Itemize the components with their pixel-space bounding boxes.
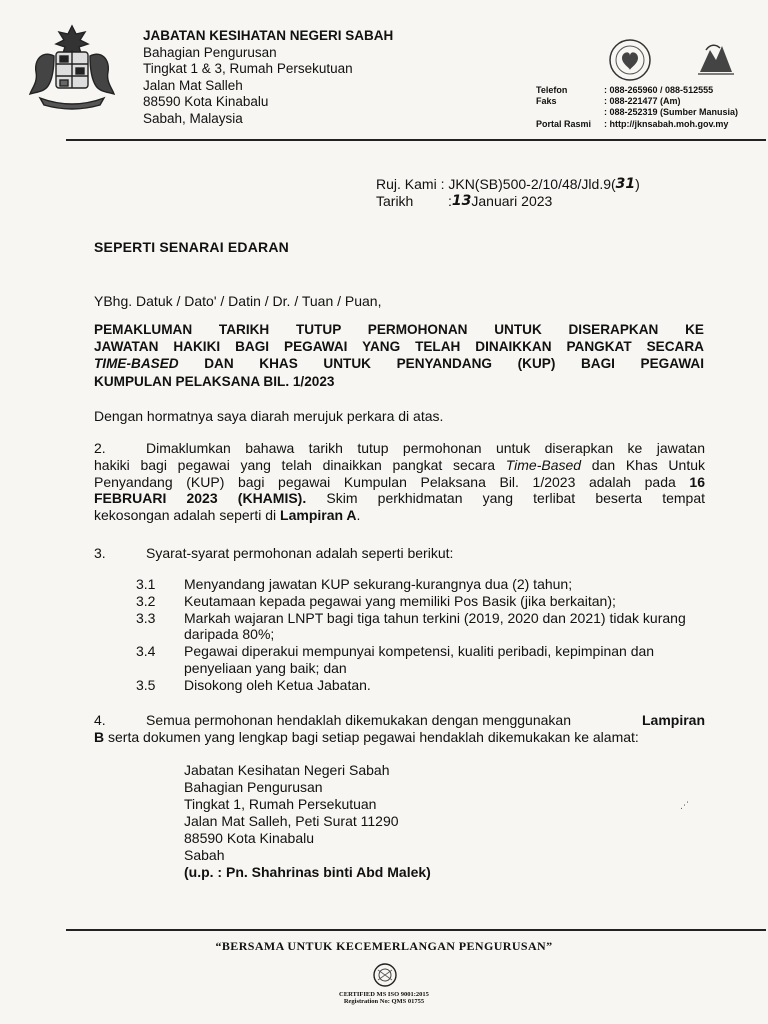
paragraph-line <box>94 440 705 457</box>
address-line: Bahagian Pengurusan <box>184 779 323 795</box>
footer-motto: “BERSAMA UNTUK KECEMERLANGAN PENGURUSAN” <box>215 939 553 953</box>
contact-label: Portal Rasmi <box>536 118 592 129</box>
scan-speck: ⋰ <box>680 800 689 810</box>
list-item <box>136 643 704 677</box>
paragraph-2 <box>94 440 705 524</box>
list-item <box>136 593 704 610</box>
agency-logos <box>602 38 752 84</box>
sabah-state-logo <box>698 45 734 74</box>
list-item <box>136 576 704 593</box>
letter-date <box>376 193 640 210</box>
text: Syarat-syarat permohonan adalah seperti berikut: <box>146 545 454 561</box>
letter-subject <box>94 321 704 390</box>
reference-block <box>376 176 640 210</box>
bold-text: FEBRUARI 2023 (KHAMIS). <box>94 490 307 507</box>
contact-row-telefon <box>536 85 738 96</box>
address-line: Sabah, Malaysia <box>143 110 243 126</box>
paragraph-line <box>94 507 705 524</box>
paragraph-line <box>94 712 705 729</box>
item-number: 3.4 <box>136 643 156 660</box>
address-line: Bahagian Pengurusan <box>143 44 277 60</box>
text: serta dokumen yang lengkap bagi setiap pegawai hendaklah dikemukakan ke alamat: <box>104 728 639 745</box>
cert-line: CERTIFIED MS ISO 9001:2015 <box>339 991 429 998</box>
handwritten-number: 31 <box>615 176 636 192</box>
address-line: 88590 Kota Kinabalu <box>184 830 314 846</box>
bold-text: Lampiran <box>641 712 705 728</box>
item-number: 3.3 <box>136 609 156 626</box>
list-item <box>136 610 704 644</box>
contact-row-portal <box>536 119 738 130</box>
submission-address <box>184 762 431 881</box>
address-line: Jalan Mat Salleh, Peti Surat 11290 <box>184 813 399 829</box>
item-text: Keutamaan kepada pegawai yang memiliki Pos Basik (jika berkaitan); <box>184 592 616 609</box>
subject-line: JAWATAN HAKIKI BAGI PEGAWAI YANG TELAH DINAIKKAN PANGKAT SECARA <box>94 339 704 355</box>
reference-number <box>376 176 640 193</box>
item-text: Markah wajaran LNPT bagi tiga tahun terkini (2019, 2020 dan 2021) tidak kurang daripada 80%; <box>184 609 686 643</box>
item-number: 3.5 <box>136 676 156 693</box>
subject-line: PEMAKLUMAN TARIKH TUTUP PERMOHONAN UNTUK DISERAPKAN KE <box>94 322 704 337</box>
address-line: Jabatan Kesihatan Negeri Sabah <box>184 762 390 778</box>
contact-row-faks <box>536 96 738 107</box>
contact-details <box>536 85 738 130</box>
paragraph-line <box>94 474 705 491</box>
attention-line: (u.p. : Pn. Shahrinas binti Abd Malek) <box>184 864 431 880</box>
item-text: Pegawai diperakui mempunyai kompetensi, kualiti peribadi, kepimpinan dan penyeliaan yang baik; dan <box>184 643 655 676</box>
text: Semua permohonan hendaklah dikemukakan dengan menggunakan <box>146 712 571 728</box>
paragraph-number: 2. <box>94 440 106 456</box>
malaysia-coat-of-arms-logo <box>26 22 118 110</box>
contact-label: Faks <box>536 96 557 107</box>
organisation-name: JABATAN KESIHATAN NEGERI SABAH <box>143 28 394 43</box>
opening-paragraph: Dengan hormatnya saya diarah merujuk perkara di atas. <box>94 408 444 424</box>
text: Penyandang (KUP) bagi pegawai Kumpulan Pelaksana Bil. 1/2023 adalah pada <box>94 473 690 490</box>
text: . <box>356 507 361 524</box>
letterhead-divider <box>66 139 766 141</box>
paragraph-4 <box>94 712 705 746</box>
cert-line: Registration No: QMS 01755 <box>343 998 425 1005</box>
item-number: 3.1 <box>136 576 156 592</box>
reference-value: : JKN(SB)500-2/10/48/Jld.9( <box>440 176 616 192</box>
recipients-heading: SEPERTI SENARAI EDARAN <box>94 239 289 255</box>
address-line: Tingkat 1 & 3, Rumah Persekutuan <box>143 61 353 77</box>
text: Dimaklumkan bahawa tarikh tutup permohonan untuk diserapkan ke jawatan <box>146 440 705 456</box>
reference-close: ) <box>635 176 640 192</box>
subject-line <box>94 355 704 372</box>
address-line: Jalan Mat Salleh <box>143 77 243 93</box>
address-line: 88590 Kota Kinabalu <box>143 94 269 110</box>
paragraph-line <box>94 490 705 507</box>
contact-value: : 088-252319 (Sumber Manusia) <box>604 107 739 118</box>
contact-row-faks-hr <box>536 107 738 118</box>
italic-text: Time-Based <box>505 456 582 473</box>
subject-rest: DAN KHAS UNTUK PENYANDANG (KUP) BAGI PEGAWAI <box>178 356 704 372</box>
footer-divider <box>66 929 766 931</box>
item-text: Disokong oleh Ketua Jabatan. <box>184 676 371 693</box>
address-line: Tingkat 1, Rumah Persekutuan <box>184 796 377 812</box>
subject-line: KUMPULAN PELAKSANA BIL. 1/2023 <box>94 373 335 389</box>
bold-text: B <box>94 728 105 745</box>
paragraph-number: 4. <box>94 712 106 728</box>
conditions-list <box>136 576 704 694</box>
health-ministry-logo <box>610 40 650 80</box>
contact-value: : 088-265960 / 088-512555 <box>604 85 714 95</box>
text: hakiki bagi pegawai yang telah dinaikkan pangkat secara <box>94 456 506 473</box>
address-line: Sabah <box>184 847 225 863</box>
paragraph-line <box>94 729 705 746</box>
contact-value: : http://jknsabah.moh.gov.my <box>604 118 729 129</box>
bold-text: Lampiran A <box>280 507 357 524</box>
subject-italic: TIME-BASED <box>94 356 179 372</box>
item-text: Menyandang jawatan KUP sekurang-kurangnya dua (2) tahun; <box>184 576 573 592</box>
bold-text: 16 <box>689 473 705 490</box>
text: Skim perkhidmatan yang terlibat beserta tempat <box>306 490 705 507</box>
salutation: YBhg. Datuk / Dato' / Datin / Dr. / Tuan / Puan, <box>94 293 382 309</box>
date-colon: : <box>448 193 452 209</box>
text: dan Khas Untuk <box>581 456 705 473</box>
contact-label <box>536 107 604 118</box>
iso-certification-logo <box>372 962 398 988</box>
certification-text <box>0 991 768 1005</box>
paragraph-3 <box>94 545 453 562</box>
item-number: 3.2 <box>136 592 156 609</box>
contact-value: : 088-221477 (Am) <box>604 96 681 107</box>
letterhead-address <box>143 28 393 128</box>
reference-label: Ruj. Kami <box>376 176 437 192</box>
date-value: Januari 2023 <box>471 193 553 209</box>
list-item <box>136 677 704 694</box>
text: kekosongan adalah seperti di <box>94 507 281 524</box>
paragraph-number: 3. <box>94 545 106 561</box>
handwritten-day: 13 <box>451 193 472 209</box>
date-label: Tarikh <box>376 193 414 209</box>
paragraph-line <box>94 457 705 474</box>
contact-label: Telefon <box>536 85 568 95</box>
